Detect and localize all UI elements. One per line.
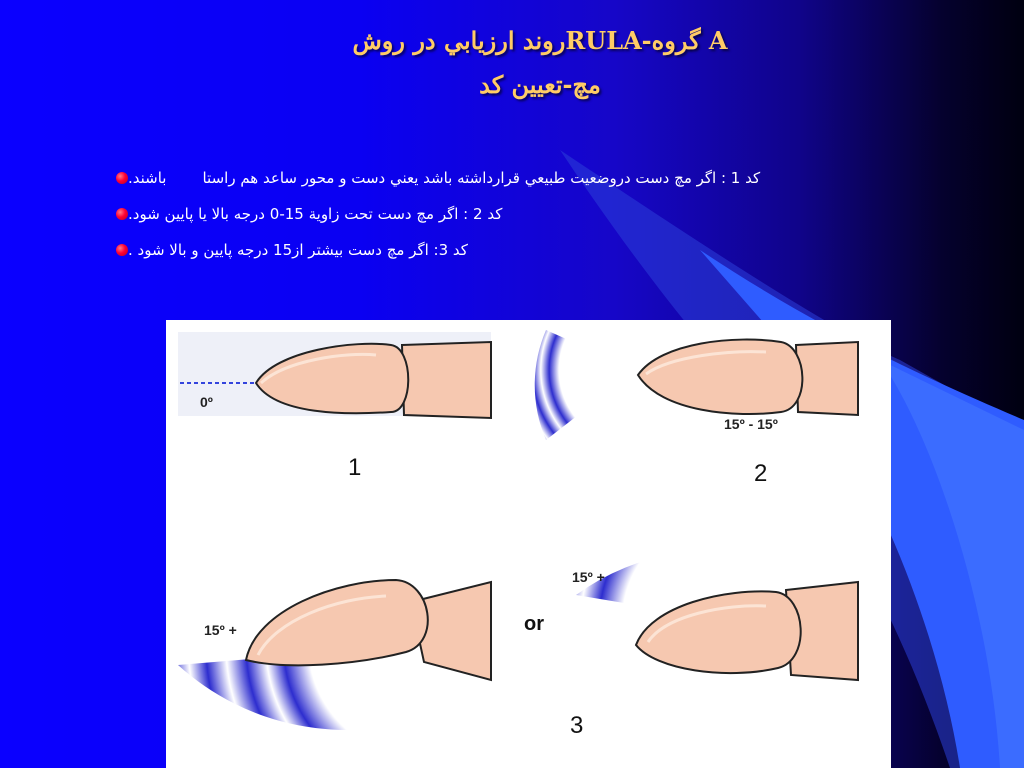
page-title: روند ارزيابي در روشRULA-گروه A [352,26,728,55]
bullet-item-code-3 [106,240,966,260]
bullet-item-code-2 [106,204,966,224]
bullet-dot-icon [116,172,128,184]
angle-label-0: 0º [200,394,213,410]
panel-number-3: 3 [570,712,584,739]
wrist-illustration [166,320,891,768]
panel-number-2: 2 [754,460,768,487]
bullet-dot-icon [116,244,128,256]
bullet-dot-icon [116,208,128,220]
bullet-text: كد 2 : اگر مچ دست تحت زاوية 15-0 درجه بالا يا پايين شود. [128,205,503,223]
angle-label-plus-15-left: 15º + [204,622,237,638]
page-subtitle: مچ-تعيين كد [479,70,601,99]
bullet-text: كد 1 : اگر مچ دست دروضعيت طبيعي قرارداشته باشد يعني دست و محور ساعد هم راستا [202,169,761,187]
bullet-list [106,168,966,276]
bullet-item-code-1 [106,168,966,188]
panel-number-1: 1 [348,454,362,481]
or-label: or [524,613,544,635]
angle-label-plus-15-right: 15º + [572,569,605,585]
bullet-text-tail: باشند. [128,169,167,187]
bullet-text: كد 3: اگر مچ دست بيشتر از15 درجه پايين و بالا شود . [128,241,468,259]
angle-label-15-15: 15º - 15º [724,416,778,432]
wrist-angle-figure [166,320,891,768]
